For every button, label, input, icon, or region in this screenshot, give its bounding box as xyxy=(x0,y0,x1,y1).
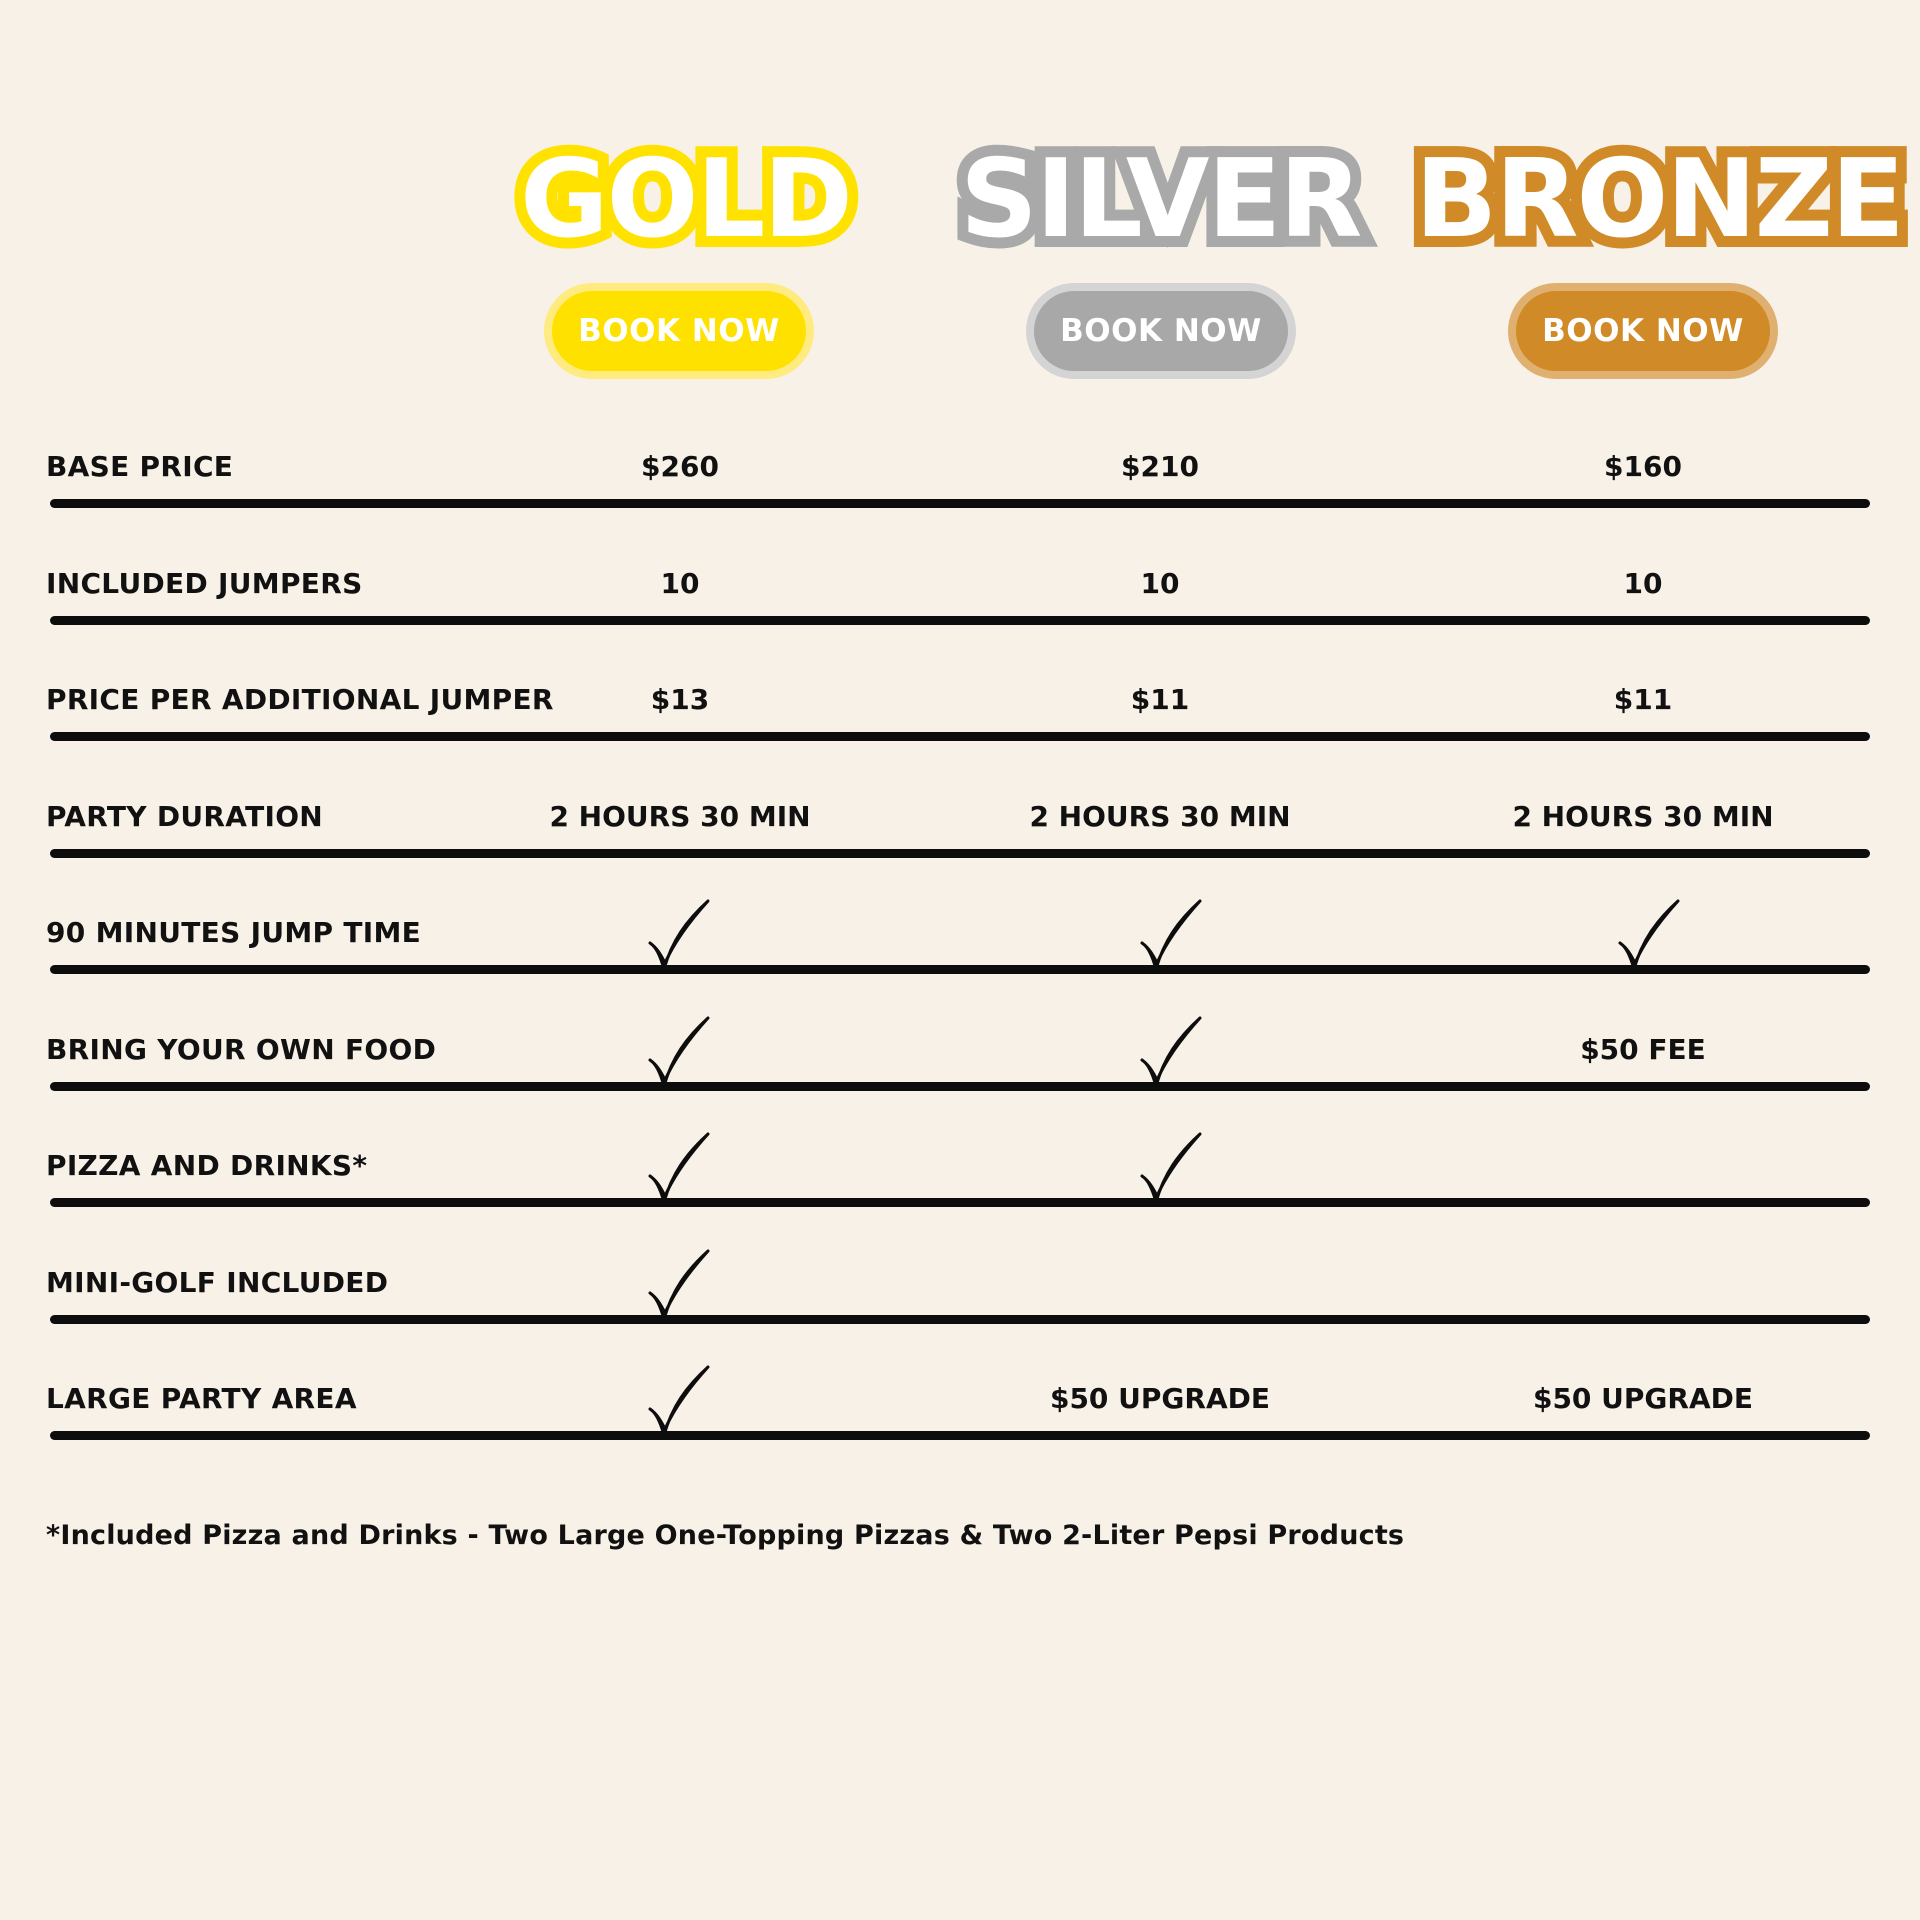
table-row xyxy=(0,1130,1920,1246)
table-row xyxy=(0,431,1920,547)
table-cell: 10 xyxy=(1140,566,1180,600)
row-label: PIZZA AND DRINKS* xyxy=(46,1149,368,1182)
table-row xyxy=(0,664,1920,780)
book-now-gold-button[interactable]: BOOK NOW xyxy=(544,283,814,379)
row-divider xyxy=(50,732,1870,741)
table-cell: $11 xyxy=(1613,683,1673,716)
row-divider xyxy=(50,965,1870,974)
row-label: PRICE PER ADDITIONAL JUMPER xyxy=(46,683,554,716)
row-divider xyxy=(50,1198,1870,1207)
row-label: MINI-GOLF INCLUDED xyxy=(46,1265,389,1299)
table-cell: $50 FEE xyxy=(1580,1032,1706,1066)
row-divider xyxy=(50,849,1870,858)
tier-title-silver: SILVER xyxy=(960,137,1361,262)
row-label: LARGE PARTY AREA xyxy=(46,1382,357,1415)
table-row xyxy=(0,548,1920,664)
table-cell: $260 xyxy=(641,450,719,483)
table-cell: $210 xyxy=(1121,450,1199,483)
row-label: 90 MINUTES JUMP TIME xyxy=(46,916,422,949)
table-cell: $160 xyxy=(1604,450,1682,483)
table-row xyxy=(0,1363,1920,1479)
row-divider xyxy=(50,616,1870,625)
table-cell: 10 xyxy=(660,566,700,600)
book-now-silver-button[interactable]: BOOK NOW xyxy=(1026,283,1296,379)
table-cell: 2 HOURS 30 MIN xyxy=(549,799,811,833)
table-cell: 2 HOURS 30 MIN xyxy=(1512,799,1774,833)
table-row xyxy=(0,781,1920,897)
tier-title-gold: GOLD xyxy=(520,137,851,262)
row-label: BRING YOUR OWN FOOD xyxy=(46,1032,437,1066)
table-row xyxy=(0,897,1920,1013)
table-cell: $13 xyxy=(650,683,710,716)
tier-title-bronze: BRONZE xyxy=(1415,137,1903,262)
row-label: INCLUDED JUMPERS xyxy=(46,566,363,600)
table-row xyxy=(0,1014,1920,1130)
table-row xyxy=(0,1247,1920,1363)
row-divider xyxy=(50,1315,1870,1324)
table-cell: $50 UPGRADE xyxy=(1049,1382,1271,1415)
row-divider xyxy=(50,1431,1870,1440)
footnote: *Included Pizza and Drinks - Two Large One-Topping Pizzas & Two 2-Liter Pepsi Products xyxy=(46,1520,1405,1551)
table-cell: $50 UPGRADE xyxy=(1532,1382,1754,1415)
row-divider xyxy=(50,499,1870,508)
row-label: PARTY DURATION xyxy=(46,799,324,833)
table-cell: 10 xyxy=(1623,566,1663,600)
table-cell: $11 xyxy=(1130,683,1190,716)
row-divider xyxy=(50,1082,1870,1091)
row-label: BASE PRICE xyxy=(46,450,234,483)
table-cell: 2 HOURS 30 MIN xyxy=(1029,799,1291,833)
book-now-bronze-button[interactable]: BOOK NOW xyxy=(1508,283,1778,379)
